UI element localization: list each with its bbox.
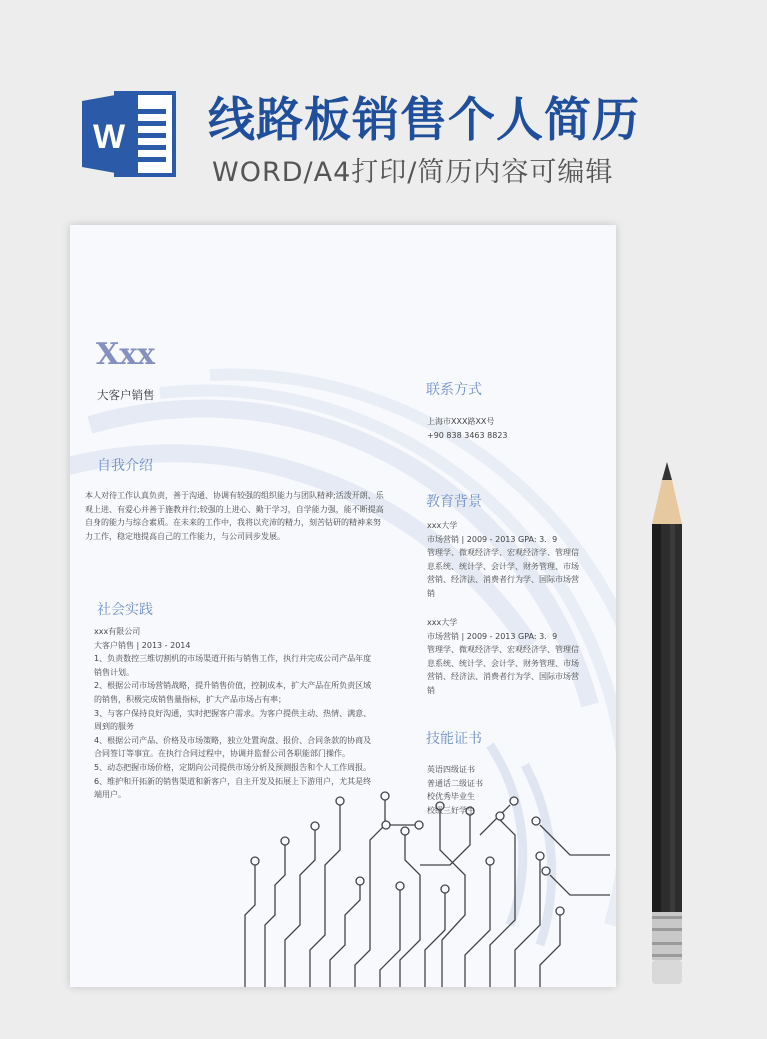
education-major-gpa: 市场营销 | 2009 - 2013 GPA: 3．9 xyxy=(427,534,558,544)
job-title: 大客户销售 xyxy=(97,388,155,402)
page-subtitle: WORD/A4打印/简历内容可编辑 xyxy=(212,157,614,188)
intro-heading: 自我介绍 xyxy=(97,458,153,474)
practice-item: 1、负责数控三维切割机的市场渠道开拓与销售工作，执行并完成公司产品年度销售计划。 xyxy=(94,654,372,677)
education-major-gpa: 市场营销 | 2009 - 2013 GPA: 3．9 xyxy=(427,631,558,641)
education-courses: 管理学、微观经济学、宏观经济学、管理信息系统、统计学、会计学、财务管理、市场营销、经济法、消费者行为学、国际市场营销 xyxy=(427,645,579,695)
practice-item: 3、与客户保持良好沟通，实时把握客户需求。为客户提供主动、热情、满意、周到的服务 xyxy=(94,708,372,732)
education-courses: 管理学、微观经济学、宏观经济学、管理信息系统、统计学、会计学、财务管理、市场营销、经济法、消费者行为学、国际市场营销 xyxy=(427,548,579,598)
resume-paper xyxy=(70,225,616,987)
svg-text:W: W xyxy=(92,118,126,156)
practice-item: 4、根据公司产品、价格及市场策略，独立处置询盘、报价、合同条款的协商及合同签订等事宜。在执行合同过程中，协调并监督公司各职能部门操作。 xyxy=(94,735,372,759)
practice-item: 5、动态把握市场价格，定期向公司提供市场分析及预测报告和个人工作周报。 xyxy=(94,762,372,772)
contact-block xyxy=(427,415,587,442)
intro-text: 本人对待工作认真负责，善于沟通、协调有较强的组织能力与团队精神;活泼开朗、乐观上进、有爱心并善于施教并行;较强的上进心、勤于学习，自学能力强，能不断提高自身的能力与综合素质。在未来的工作中，我将以充沛的精力，刻苦钻研的精神来努力工作，稳定地提高自己的工作能力，与公司同步发展。 xyxy=(85,491,384,541)
practice-company: xxx有限公司 xyxy=(94,627,141,636)
skill-item: 校级三好学生 xyxy=(427,805,475,815)
practice-role-period: 大客户销售 | 2013 - 2014 xyxy=(94,640,191,650)
skills-list xyxy=(427,763,577,817)
skill-item: 英语四级证书 xyxy=(427,765,475,774)
education-entry-2 xyxy=(427,616,585,698)
education-school: xxx大学 xyxy=(427,618,458,627)
contact-address: 上海市XXX路XX号 xyxy=(427,417,495,426)
skill-item: 校优秀毕业生 xyxy=(427,792,475,802)
practice-item: 2、根据公司市场营销战略，提升销售价值，控制成本，扩大产品在所负责区域的销售，积极完成销售量指标，扩大产品市场占有率； xyxy=(94,681,372,704)
word-logo-icon xyxy=(82,89,176,179)
practice-block xyxy=(94,625,374,802)
contact-phone: +90 838 3463 8823 xyxy=(427,430,508,440)
pencil-icon xyxy=(642,462,692,992)
contact-heading: 联系方式 xyxy=(426,382,482,398)
education-school: xxx大学 xyxy=(427,521,458,530)
education-entry-1 xyxy=(427,519,585,601)
skill-item: 普通话二级证书 xyxy=(427,778,483,788)
education-heading: 教育背景 xyxy=(426,494,482,510)
practice-heading: 社会实践 xyxy=(97,602,153,618)
page-title: 线路板销售个人简历 xyxy=(208,93,640,148)
resume-name: Xxx xyxy=(96,337,156,372)
practice-item: 6、维护和开拓新的销售渠道和新客户，自主开发及拓展上下游用户，尤其是终端用户。 xyxy=(94,776,372,800)
skills-heading: 技能证书 xyxy=(426,731,482,747)
